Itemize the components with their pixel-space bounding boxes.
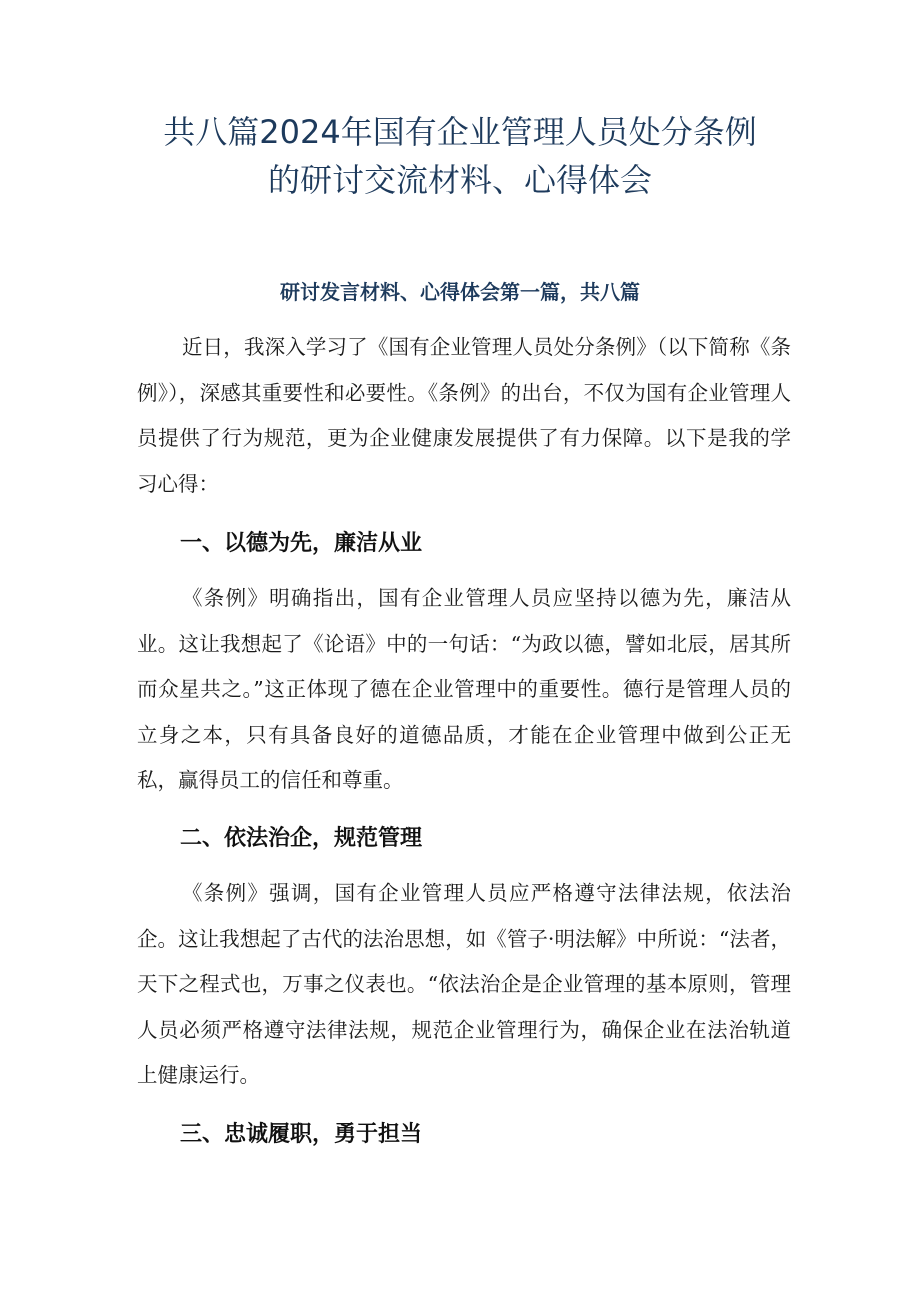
section-heading-3: 三、忠诚履职，勇于担当	[180, 1122, 423, 1147]
section-body-1: 《条例》明确指出，国有企业管理人员应坚持以德为先，廉洁从业。这让我想起了《论语》中的一句话：“为政以德，譬如北辰，居其所而众星共之。”这正体现了德在企业管理中的重要性。德行是管理人员的立身之本，只有具备良好的道德品质，才能在企业管理中做到公正无私，赢得员工的信任和尊重。	[137, 586, 791, 792]
intro-paragraph: 近日，我深入学习了《国有企业管理人员处分条例》（以下简称《条例》），深感其重要性和必要性。《条例》的出台，不仅为国有企业管理人员提供了行为规范，更为企业健康发展提供了有力保障。以下是我的学习心得：	[137, 335, 791, 496]
title-line-1: 共八篇2024年国有企业管理人员处分条例	[163, 113, 757, 151]
section-heading-1: 一、以德为先，廉洁从业	[180, 531, 423, 556]
section-heading-2: 二、依法治企，规范管理	[180, 826, 423, 851]
document-title	[100, 108, 820, 204]
section-body-2: 《条例》强调，国有企业管理人员应严格遵守法律法规，依法治企。这让我想起了古代的法治思想，如《管子·明法解》中所说：“法者，天下之程式也，万事之仪表也。“依法治企是企业管理的基本原则，管理人员必须严格遵守法律法规，规范企业管理行为，确保企业在法治轨道上健康运行。	[137, 881, 791, 1087]
document-subtitle: 研讨发言材料、心得体会第一篇，共八篇	[280, 280, 640, 304]
title-line-2: 的研讨交流材料、心得体会	[267, 161, 652, 199]
